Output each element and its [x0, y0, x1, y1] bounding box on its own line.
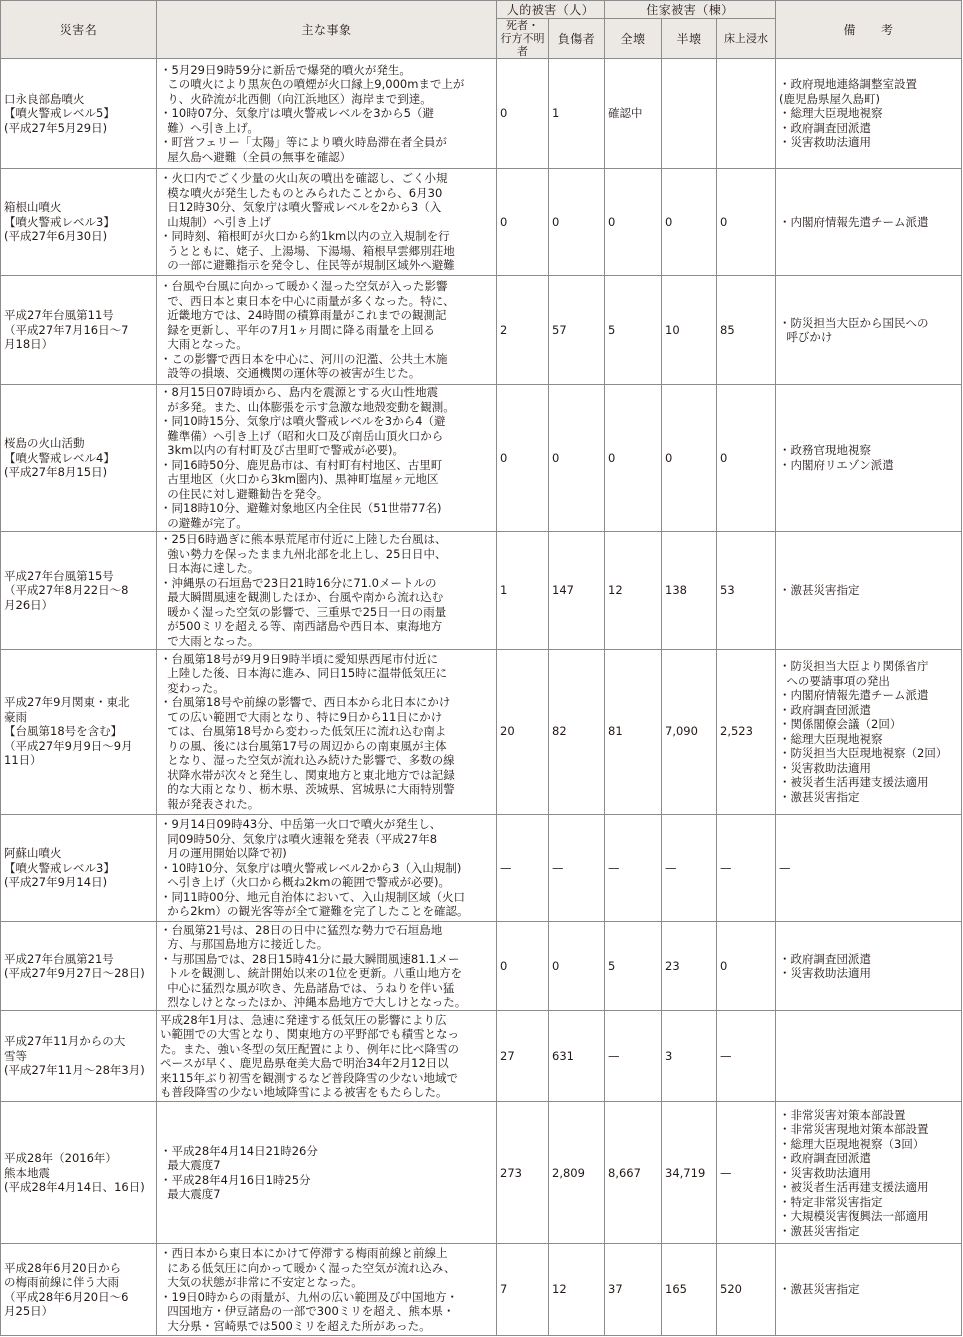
remark-line: ・総理大臣現地視察 [779, 106, 883, 121]
event-line: 日本海に達した。 [160, 561, 260, 576]
event-line: ・同18時10分、避難対象地区内全住民（51世帯77名) [160, 501, 442, 516]
table-body [1, 59, 962, 1336]
disaster-name-line: （平成28年6月20日〜6 [4, 1289, 129, 1304]
event-line: うとともに、姥子、上湯場、下湯場、箱根早雲郷別荘地 [160, 243, 455, 258]
event-item [160, 171, 493, 229]
event-line: 難）へ引き上げ。 [160, 120, 259, 135]
event-line: ・10時07分、気象庁は噴火警戒レベルを3から5（避 [160, 106, 434, 121]
event-line: ・同11時00分、地元自治体において、入山規制区域（火口 [160, 889, 466, 904]
disaster-name-line: 口永良部島噴火 [4, 91, 85, 106]
remarks-cell [776, 168, 962, 276]
disaster-name-cell [1, 1244, 157, 1336]
event-line: ・西日本から東日本にかけて停滞する梅雨前線と前線上 [160, 1246, 448, 1261]
remarks-cell [776, 531, 962, 649]
event-line: が500ミリを超える等、南西諸島や西日本、東海地方 [160, 619, 443, 634]
flooded-cell: — [717, 1010, 776, 1102]
event-line: 最大震度7 [160, 1158, 221, 1173]
event-line: 模な噴火が発生したものとみられたことから、6月30 [160, 185, 443, 200]
table-row [1, 814, 962, 922]
disaster-name-cell [1, 814, 157, 922]
disaster-name-cell [1, 1010, 157, 1102]
header-injured: 負傷者 [549, 19, 605, 59]
dead-missing-cell: 27 [497, 1010, 549, 1102]
injured-cell: 631 [549, 1010, 605, 1102]
remark-line: ・非常災害対策本部設置 [779, 1107, 906, 1122]
event-line: 四国地方・伊豆諸島の一部で300ミリを超え、熊本県・ [160, 1304, 455, 1319]
event-line: 屋久島へ避難（全員の無事を確認） [160, 149, 352, 164]
full-destroyed-cell: 8,667 [605, 1102, 662, 1244]
remarks-cell [776, 1244, 962, 1336]
half-destroyed-cell: — [662, 814, 717, 922]
half-destroyed-cell [662, 59, 717, 169]
remark-line: ・防災担当大臣から国民への [779, 315, 929, 330]
main-events-cell [157, 168, 497, 276]
half-destroyed-cell: 34,719 [662, 1102, 717, 1244]
event-line: ・平成28年4月16日1時25分 [160, 1172, 311, 1187]
event-item [160, 1173, 493, 1202]
disaster-name-line: (平成27年9月14日) [4, 875, 108, 890]
event-item [160, 861, 493, 890]
remark-line: ・災害救助法適用 [779, 966, 872, 981]
event-line: も普段降雪の少ない地域降雪による被害をもたらした。 [160, 1085, 448, 1100]
table-row [1, 385, 962, 532]
event-line: 最大震度7 [160, 1187, 221, 1202]
disaster-name-line: 月25日） [4, 1304, 54, 1319]
event-line: 設等の損壊、交通機関の運休等の被害が生じた。 [160, 366, 421, 381]
flooded-cell: 520 [717, 1244, 776, 1336]
dead-missing-cell: 0 [497, 922, 549, 1011]
disaster-name-line: 【台風第18号を含む】 [4, 724, 123, 739]
injured-cell: 12 [549, 1244, 605, 1336]
main-events-cell [157, 531, 497, 649]
flooded-cell: — [717, 1102, 776, 1244]
event-line: り、火砕流が北西側（向江浜地区）海岸まで到達。 [160, 91, 432, 106]
flooded-cell: 0 [717, 168, 776, 276]
full-destroyed-cell: 37 [605, 1244, 662, 1336]
event-line: へ引き上げ（火口から概ね2kmの範囲で警戒が必要)。 [160, 875, 450, 890]
disaster-name-line: (平成27年5月29日) [4, 120, 108, 135]
event-line: ・台風や台風に向かって暖かく湿った空気が入った影響 [160, 279, 448, 294]
event-line: ・同時刻、箱根町が火口から約1km以内の立入規制を行 [160, 229, 450, 244]
header-remarks: 備 考 [776, 1, 962, 59]
dead-missing-cell: 273 [497, 1102, 549, 1244]
event-line: た。また、強い冬型の気圧配置により、例年に比べ降雪の [160, 1041, 459, 1056]
remark-line: への要請事項の発出 [779, 673, 890, 688]
disaster-name-line: (平成27年6月30日) [4, 229, 108, 244]
event-item [160, 135, 493, 164]
event-line: 録を更新し、平年の7月1ヶ月間に降る雨量を上回る [160, 322, 435, 337]
event-item [160, 890, 493, 919]
full-destroyed-cell: 0 [605, 385, 662, 532]
remark-line: ・総理大臣現地視察 [779, 731, 883, 746]
full-destroyed-cell: 81 [605, 649, 662, 814]
event-line: 暖かく湿った空気の影響で、三重県で25日一日の雨量 [160, 604, 447, 619]
event-item [160, 279, 493, 352]
event-line: ての広い範囲で大雨となり、特に9日から11日にかけ [160, 709, 443, 724]
remark-line: ・政府現地連絡調整室設置 [779, 77, 918, 92]
disaster-name-line: 箱根山噴火 [4, 200, 62, 215]
table-row [1, 59, 962, 169]
event-line: で、西日本と東日本を中心に雨量が多くなった。特に、 [160, 293, 455, 308]
disaster-name-line: 平成27年台風第21号 [4, 951, 114, 966]
remarks-cell [776, 1010, 962, 1102]
injured-cell: 147 [549, 531, 605, 649]
event-item [160, 414, 493, 458]
dead-missing-cell: 0 [497, 168, 549, 276]
remark-line: ・被災者生活再建支援法適用 [779, 1180, 929, 1195]
event-line: ・19日0時からの雨量が、九州の広い範囲及び中国地方・ [160, 1289, 458, 1304]
event-line: ・8月15日07時頃から、島内を震源とする火山性地震 [160, 385, 439, 400]
event-line: ・与那国島では、28日15時41分に最大瞬間風速81.1メー [160, 951, 460, 966]
table-row [1, 1010, 962, 1102]
remarks-cell [776, 276, 962, 385]
remark-line: ・関係閣僚会議（2回） [779, 717, 902, 732]
half-destroyed-cell: 165 [662, 1244, 717, 1336]
remark-line: ・激甚災害指定 [779, 1223, 860, 1238]
flooded-cell: 0 [717, 385, 776, 532]
event-line: ・9月14日09時43分、中岳第一火口で噴火が発生し、 [160, 817, 442, 832]
main-events-cell [157, 922, 497, 1011]
event-line: の一部に避難指示を発令し、住民等が規制区域外へ避難 [160, 258, 455, 273]
event-line: ・台風第21号は、28日の日中に猛烈な勢力で石垣島地 [160, 922, 443, 937]
event-item [160, 458, 493, 502]
event-line: 方、与那国島地方に接近した。 [160, 937, 329, 952]
main-events-cell [157, 1244, 497, 1336]
remark-line: ・防災担当大臣現地視察（2回） [779, 746, 948, 761]
event-item [160, 652, 493, 696]
injured-cell: 0 [549, 385, 605, 532]
disaster-name-cell [1, 59, 157, 169]
full-destroyed-cell: 5 [605, 276, 662, 385]
header-housing-damage: 住家被害（棟） [605, 1, 776, 19]
flooded-cell: 53 [717, 531, 776, 649]
event-line: ・台風第18号や前線の影響で、西日本から北日本にかけ [160, 695, 451, 710]
event-item [160, 695, 493, 811]
event-line: い範囲での大雪となり、関東地方の平野部でも積雪となっ [160, 1027, 459, 1042]
disaster-name-cell [1, 385, 157, 532]
half-destroyed-cell: 7,090 [662, 649, 717, 814]
table-row [1, 168, 962, 276]
disaster-name-line: 平成28年（2016年） [4, 1151, 117, 1166]
dead-missing-cell: — [497, 814, 549, 922]
event-line: 大分県・宮崎県では500ミリを超えた所があった。 [160, 1318, 431, 1333]
event-line: 上陸した後、日本海に進み、同日15時に温帯低気圧に [160, 666, 448, 681]
disaster-name-line: 【噴火警戒レベル4】 [4, 450, 115, 465]
disaster-name-cell [1, 1102, 157, 1244]
event-line: ペースが早く、鹿児島県奄美大島で明治34年2月12日以 [160, 1056, 449, 1071]
event-item [160, 1290, 493, 1334]
main-events-cell [157, 814, 497, 922]
injured-cell: 82 [549, 649, 605, 814]
table-row [1, 1102, 962, 1244]
remark-line: ・内閣府情報先遣チーム派遣 [779, 688, 929, 703]
remark-line: ・激甚災害指定 [779, 789, 860, 804]
flooded-cell: 85 [717, 276, 776, 385]
table-row [1, 1244, 962, 1336]
remark-line: ・総理大臣現地視察（3回） [779, 1136, 925, 1151]
header-half-destroyed: 半壊 [662, 19, 717, 59]
remark-line: ・災害救助法適用 [779, 135, 872, 150]
event-item [160, 532, 493, 576]
event-line: ・10時10分、気象庁は噴火警戒レベル2から3（入山規制) [160, 860, 462, 875]
event-line: 大雨となった。 [160, 337, 248, 352]
header-main-events: 主な事象 [157, 1, 497, 59]
disaster-name-line: 11日） [4, 753, 42, 768]
event-line: 大気の状態が非常に不安定となった。 [160, 1275, 363, 1290]
injured-cell: 2,809 [549, 1102, 605, 1244]
dead-missing-cell: 1 [497, 531, 549, 649]
remark-line: ・政府調査団派遣 [779, 1151, 872, 1166]
remark-line: ・激甚災害指定 [779, 583, 860, 598]
injured-cell: 0 [549, 168, 605, 276]
event-line: 報が発表された。 [160, 796, 260, 811]
event-item [160, 63, 493, 107]
remark-line: ・非常災害現地対策本部設置 [779, 1122, 929, 1137]
disaster-name-line: 雪等 [4, 1048, 27, 1063]
event-line: 古里地区（火口から3km圏内)、黒神町塩屋ヶ元地区 [160, 472, 439, 487]
disaster-name-line: 平成28年6月20日から [4, 1260, 122, 1275]
disaster-name-cell [1, 531, 157, 649]
event-line: 強い勢力を保ったまま九州北部を北上し、25日日中、 [160, 546, 447, 561]
full-destroyed-cell: — [605, 1010, 662, 1102]
half-destroyed-cell: 10 [662, 276, 717, 385]
injured-cell: 1 [549, 59, 605, 169]
remark-line: ・政府調査団派遣 [779, 702, 872, 717]
disaster-name-cell [1, 922, 157, 1011]
flooded-cell: 0 [717, 922, 776, 1011]
disaster-name-line: （平成27年9月9日〜9月 [4, 738, 133, 753]
event-line: 近畿地方では、24時間の積算雨量がこれまでの観測記 [160, 308, 447, 323]
full-destroyed-cell: — [605, 814, 662, 922]
event-line: 最大瞬間風速を観測したほか、台風や南から流れ込む [160, 590, 444, 605]
event-line: ・台風第18号が9月9日9時半頃に愛知県西尾市付近に [160, 651, 439, 666]
remark-line: ・災害救助法適用 [779, 1165, 872, 1180]
event-item [160, 576, 493, 649]
table-row [1, 531, 962, 649]
header-full-destroyed: 全壊 [605, 19, 662, 59]
main-events-cell [157, 385, 497, 532]
event-item [160, 501, 493, 530]
half-destroyed-cell: 0 [662, 385, 717, 532]
event-line: 月の運用開始以降で初) [160, 846, 287, 861]
disaster-name-line: 阿蘇山噴火 [4, 846, 62, 861]
event-item [160, 952, 493, 1010]
header-human-damage: 人的被害（人） [497, 1, 605, 19]
disaster-name-line: （平成27年7月16日〜7 [4, 322, 129, 337]
remarks-cell [776, 922, 962, 1011]
event-line: 状降水帯が次々と発生し、関東地方と東北地方では記録 [160, 767, 455, 782]
event-line: 難準備）へ引き上げ（昭和火口及び南岳山頂火口から [160, 428, 444, 443]
half-destroyed-cell: 3 [662, 1010, 717, 1102]
disaster-name-line: （平成27年8月22日〜8 [4, 583, 129, 598]
event-item [160, 1144, 493, 1173]
remark-line: — [779, 860, 791, 875]
event-line: 的な大雨となり、栃木県、茨城県、宮城県に大雨特別警 [160, 782, 455, 797]
dead-missing-cell: 0 [497, 385, 549, 532]
remark-line: ・被災者生活再建支援法適用 [779, 775, 929, 790]
disaster-name-line: 豪雨 [4, 709, 27, 724]
event-line: 平成28年1月は、急速に発達する低気圧の影響により広 [160, 1012, 447, 1027]
event-item [160, 1013, 493, 1100]
event-item [160, 923, 493, 952]
flooded-cell [717, 59, 776, 169]
table-row [1, 922, 962, 1011]
event-item [160, 229, 493, 273]
remarks-cell [776, 385, 962, 532]
event-item [160, 385, 493, 414]
event-line: が多発。また、山体膨張を示す急激な地殻変動を観測。 [160, 399, 455, 414]
disaster-name-line: 【噴火警戒レベル3】 [4, 214, 115, 229]
event-line: ・25日6時過ぎに熊本県荒尾市付近に上陸した台風は、 [160, 532, 447, 547]
header-dead-missing [497, 19, 549, 59]
event-line: ・町営フェリー「太陽」等により噴火時島滞在者全員が [160, 135, 447, 150]
event-line: トルを観測し、統計開始以来の1位を更新。八重山地方を [160, 966, 463, 981]
remarks-cell [776, 649, 962, 814]
remark-line: ・政府調査団派遣 [779, 120, 872, 135]
remark-line: ・内閣府リエゾン派遣 [779, 457, 894, 472]
disaster-name-line: 月26日） [4, 597, 54, 612]
remark-line: ・政務官現地視察 [779, 443, 872, 458]
disaster-name-line: の梅雨前線に伴う大雨 [4, 1275, 119, 1290]
header-dead-missing-text: 死者・ 行方不明者 [500, 19, 545, 58]
event-line: ・沖縄県の石垣島で23日21時16分に71.0メートルの [160, 575, 437, 590]
event-line: 変わった。 [160, 680, 225, 695]
disaster-name-line: 平成27年9月関東・東北 [4, 695, 130, 710]
event-item [160, 352, 493, 381]
event-line: 烈なしけとなったほか、沖縄本島地方で大しけとなった。 [160, 995, 467, 1010]
disaster-name-line: (平成27年8月15日) [4, 465, 108, 480]
injured-cell: 57 [549, 276, 605, 385]
dead-missing-cell: 0 [497, 59, 549, 169]
full-destroyed-cell: 0 [605, 168, 662, 276]
event-line: ・平成28年4月14日21時26分 [160, 1143, 318, 1158]
disaster-name-cell [1, 649, 157, 814]
event-item [160, 106, 493, 135]
event-line: から2km）の観光客等が全て避難を完了したことを確認。 [160, 904, 469, 919]
disaster-name-line: 月18日） [4, 337, 54, 352]
main-events-cell [157, 59, 497, 169]
remarks-cell [776, 814, 962, 922]
table-row [1, 649, 962, 814]
disaster-name-line: (平成27年9月27日〜28日) [4, 966, 145, 981]
event-line: 3km以内の有村町及び古里町で警戒が必要)。 [160, 443, 404, 458]
disaster-name-line: 平成27年台風第15号 [4, 568, 114, 583]
main-events-cell [157, 649, 497, 814]
event-line: にある低気圧に向かって暖かく湿った空気が流れ込み、 [160, 1260, 456, 1275]
disaster-name-line: 平成27年台風第11号 [4, 308, 114, 323]
dead-missing-cell: 7 [497, 1244, 549, 1336]
remark-line: ・防災担当大臣より関係省庁 [779, 659, 929, 674]
disaster-name-line: (平成27年11月〜28年3月) [4, 1063, 145, 1078]
event-line: 山規制）へ引き上げ [160, 214, 271, 229]
disaster-name-line: 【噴火警戒レベル3】 [4, 860, 115, 875]
event-line: ・火口内でごく少量の火山灰の噴出を確認し、ごく小規 [160, 171, 448, 186]
disaster-name-line: (平成28年4月14日、16日) [4, 1180, 145, 1195]
event-line: 同09時50分、気象庁は噴火速報を発表（平成27年8 [160, 831, 438, 846]
header-disaster-name: 災害名 [1, 1, 157, 59]
remark-line: ・災害救助法適用 [779, 760, 872, 775]
event-line: ・この影響で西日本を中心に、河川の氾濫、公共土木施 [160, 351, 448, 366]
full-destroyed-cell: 12 [605, 531, 662, 649]
table-row [1, 276, 962, 385]
main-events-cell [157, 1010, 497, 1102]
disaster-name-line: 熊本地震 [4, 1165, 50, 1180]
remark-line: ・特定非常災害指定 [779, 1194, 883, 1209]
remarks-cell [776, 59, 962, 169]
event-item [160, 817, 493, 861]
disaster-name-cell [1, 168, 157, 276]
dead-missing-cell: 2 [497, 276, 549, 385]
event-line: ・同10時15分、気象庁は噴火警戒レベルを3から4（避 [160, 414, 446, 429]
remark-line: ・内閣府情報先遣チーム派遣 [779, 214, 929, 229]
event-line: この噴火により黒灰色の噴煙が火口縁上9,000mまで上が [160, 77, 465, 92]
event-line: の住民に対し避難勧告を発令。 [160, 486, 329, 501]
event-line: ・同16時50分、鹿児島市は、有村町有村地区、古里町 [160, 457, 443, 472]
disaster-name-line: 平成27年11月からの大 [4, 1034, 126, 1049]
full-destroyed-cell: 5 [605, 922, 662, 1011]
half-destroyed-cell: 23 [662, 922, 717, 1011]
remark-line: ・激甚災害指定 [779, 1282, 860, 1297]
event-item [160, 1246, 493, 1290]
remark-line: (鹿児島県屋久島町) [779, 91, 881, 106]
event-line: 来115年ぶり初雪を観測するなど普段降雪の少ない地域で [160, 1070, 458, 1085]
main-events-cell [157, 1102, 497, 1244]
half-destroyed-cell: 138 [662, 531, 717, 649]
dead-missing-cell: 20 [497, 649, 549, 814]
disaster-name-line: 【噴火警戒レベル5】 [4, 106, 115, 121]
event-line: ては、台風第18号から変わった低気圧に流れ込む南よ [160, 724, 447, 739]
injured-cell: 0 [549, 922, 605, 1011]
flooded-cell: — [717, 814, 776, 922]
event-line: 中心に猛烈な風が吹き、先島諸島では、うねりを伴い猛 [160, 980, 455, 995]
main-events-cell [157, 276, 497, 385]
remark-line: ・政府調査団派遣 [779, 951, 872, 966]
disaster-name-cell [1, 276, 157, 385]
header-flooded: 床上浸水 [717, 19, 776, 59]
event-line: で大雨となった。 [160, 633, 260, 648]
event-line: の避難が完了。 [160, 515, 248, 530]
event-line: りの風、後には台風第17号の周辺からの南東風が主体 [160, 738, 447, 753]
remark-line: 呼びかけ [779, 330, 833, 345]
disaster-name-line: 桜島の火山活動 [4, 436, 85, 451]
injured-cell: — [549, 814, 605, 922]
remarks-cell [776, 1102, 962, 1244]
event-line: ・5月29日9時59分に新岳で爆発的噴火が発生。 [160, 62, 411, 77]
remark-line: ・大規模災害復興法一部適用 [779, 1209, 929, 1224]
event-line: となり、湿った空気が流れ込み続けた影響で、多数の線 [160, 753, 455, 768]
half-destroyed-cell: 0 [662, 168, 717, 276]
full-destroyed-cell: 確認中 [605, 59, 662, 169]
event-line: 日12時30分、気象庁は噴火警戒レベルを2から3（入 [160, 200, 442, 215]
flooded-cell: 2,523 [717, 649, 776, 814]
